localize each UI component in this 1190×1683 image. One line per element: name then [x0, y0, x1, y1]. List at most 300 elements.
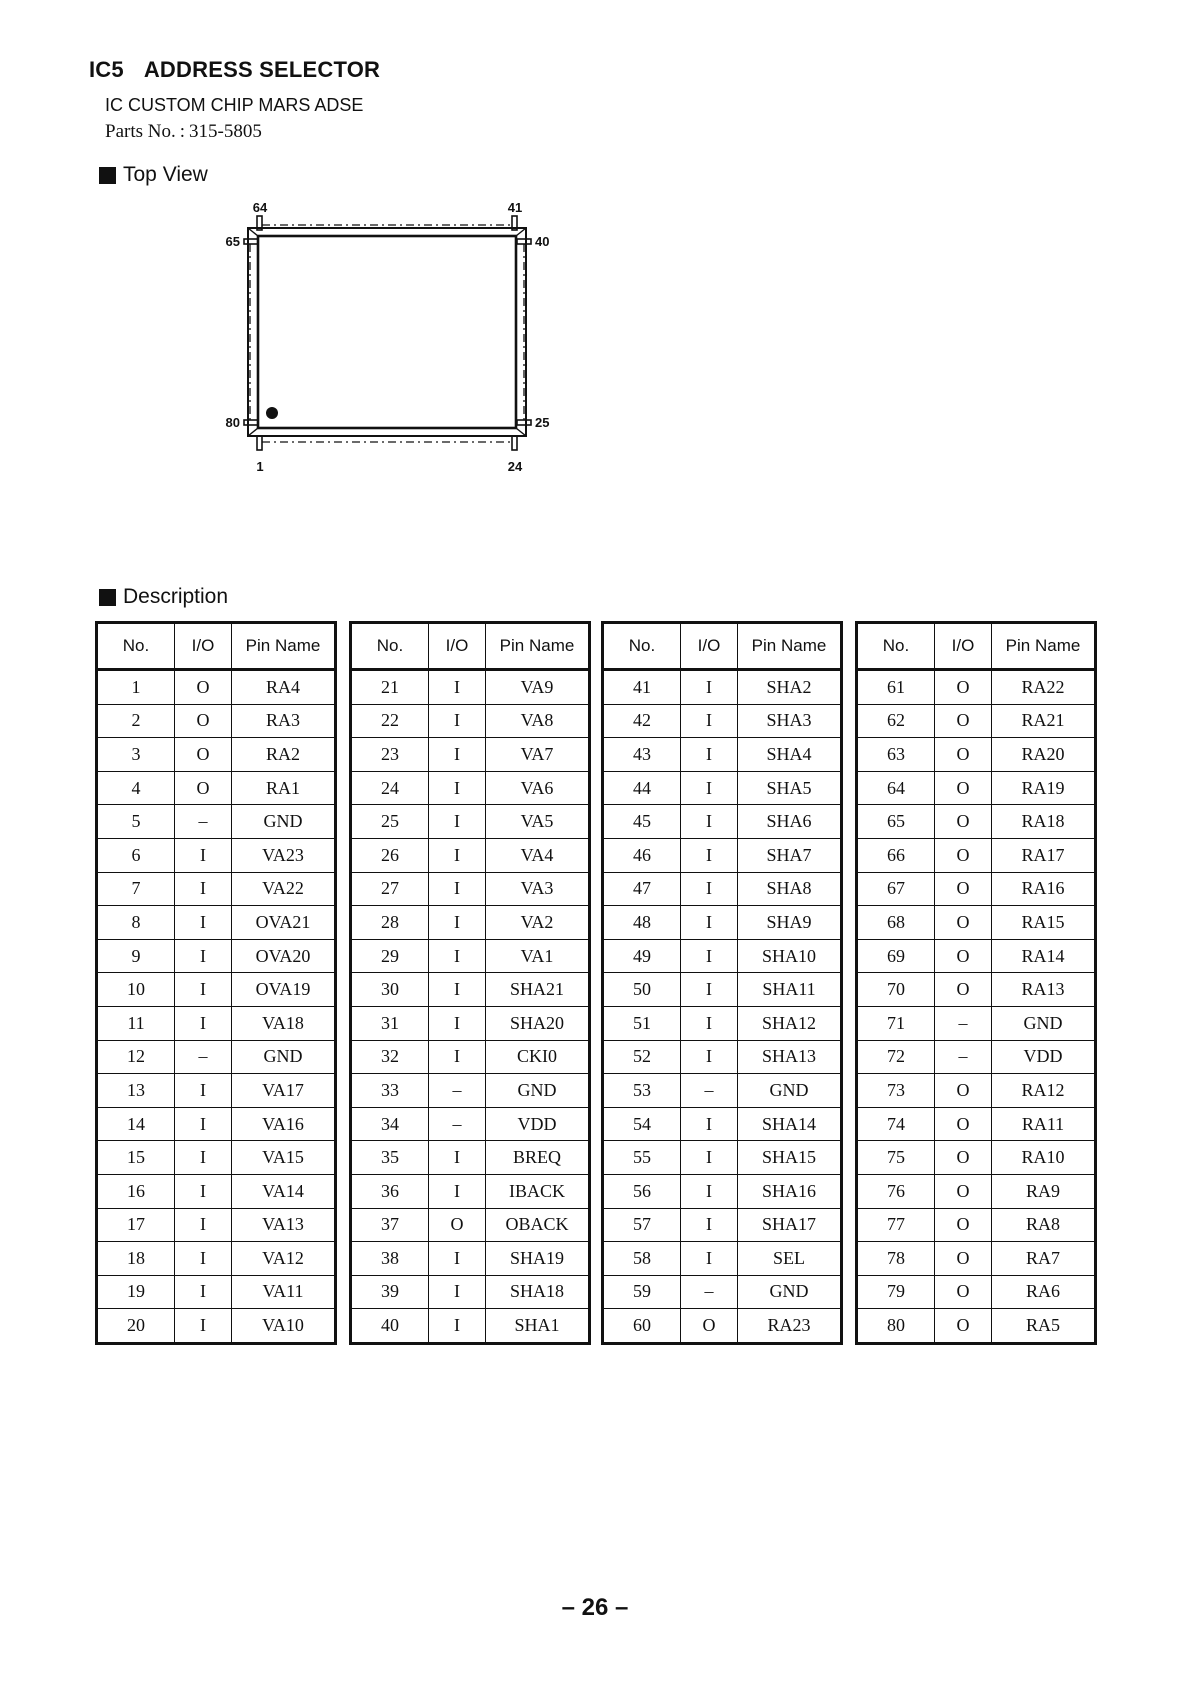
pin-number-cell: 68 [857, 906, 935, 940]
pin-name-cell: SHA5 [738, 771, 842, 805]
pin-number-cell: 20 [97, 1309, 175, 1344]
pin-io-cell: – [935, 1006, 992, 1040]
pin-io-cell: O [935, 939, 992, 973]
pin-io-cell: I [429, 1275, 486, 1309]
table-row [351, 1174, 590, 1208]
pin-table-body [603, 670, 842, 1344]
document-title [89, 57, 380, 83]
table-row [603, 906, 842, 940]
pin-number-cell: 64 [857, 771, 935, 805]
table-row [857, 771, 1096, 805]
pin-tab-1 [257, 436, 262, 450]
table-row [603, 1040, 842, 1074]
pin-name-cell: BREQ [486, 1141, 590, 1175]
pin-name-cell: RA12 [992, 1074, 1096, 1108]
pin-io-cell: O [429, 1208, 486, 1242]
pin-number-cell: 66 [857, 838, 935, 872]
pin-number-cell: 53 [603, 1074, 681, 1108]
pin-number-cell: 21 [351, 670, 429, 705]
pin-label-64: 64 [252, 200, 268, 215]
pin-io-cell: I [429, 1242, 486, 1276]
pin-name-cell: RA7 [992, 1242, 1096, 1276]
description-heading [99, 585, 228, 609]
table-row [857, 1107, 1096, 1141]
pin-number-cell: 10 [97, 973, 175, 1007]
table-row [97, 973, 336, 1007]
pin-name-cell: SHA8 [738, 872, 842, 906]
pin-io-cell: O [935, 1107, 992, 1141]
table-row [97, 670, 336, 705]
pin-name-cell: SEL [738, 1242, 842, 1276]
bullet-square-icon [99, 589, 116, 606]
pin-name-cell: CKI0 [486, 1040, 590, 1074]
pin-name-cell: RA21 [992, 704, 1096, 738]
pin-name-cell: GND [738, 1275, 842, 1309]
pin-number-cell: 58 [603, 1242, 681, 1276]
pin-tab-65 [244, 239, 258, 244]
table-row [857, 1074, 1096, 1108]
pin-io-cell: O [175, 670, 232, 705]
pin-tabs [244, 216, 531, 450]
pin-number-cell: 39 [351, 1275, 429, 1309]
pin-name-cell: IBACK [486, 1174, 590, 1208]
table-row [857, 704, 1096, 738]
pin-name-cell: RA16 [992, 872, 1096, 906]
table-row [603, 838, 842, 872]
table-row [351, 838, 590, 872]
table-row [351, 738, 590, 772]
pin-name-cell: VA4 [486, 838, 590, 872]
pin-name-cell: SHA16 [738, 1174, 842, 1208]
pin-name-cell: VA23 [232, 838, 336, 872]
pin-number-cell: 31 [351, 1006, 429, 1040]
table-row [603, 1208, 842, 1242]
pin-name-cell: SHA19 [486, 1242, 590, 1276]
pin-io-cell: I [681, 906, 738, 940]
pin-name-cell: VA12 [232, 1242, 336, 1276]
parts-separator: : [179, 121, 186, 142]
pin-io-cell: I [429, 738, 486, 772]
pin-io-cell: O [935, 973, 992, 1007]
table-row [857, 1208, 1096, 1242]
pin-io-cell: O [935, 670, 992, 705]
bevel-bottom-right [516, 428, 526, 436]
pin-number-cell: 35 [351, 1141, 429, 1175]
package-outer-edge [248, 228, 526, 436]
pin-number-cell: 78 [857, 1242, 935, 1276]
table-row [351, 872, 590, 906]
pin-io-cell: O [935, 838, 992, 872]
pin-tab-25 [517, 420, 531, 425]
pin-table-1 [95, 621, 337, 1345]
pin-number-cell: 43 [603, 738, 681, 772]
pin-io-cell: I [429, 1141, 486, 1175]
pin-io-cell: I [429, 1174, 486, 1208]
pin-number-cell: 55 [603, 1141, 681, 1175]
pin-name-cell: VA6 [486, 771, 590, 805]
pin-number-cell: 73 [857, 1074, 935, 1108]
column-header-io: I/O [935, 623, 992, 670]
pin-io-cell: I [681, 771, 738, 805]
pin-number-cell: 52 [603, 1040, 681, 1074]
pin-number-cell: 47 [603, 872, 681, 906]
pin-label-41: 41 [507, 200, 523, 215]
pin-number-cell: 74 [857, 1107, 935, 1141]
pin-number-cell: 46 [603, 838, 681, 872]
pin-io-cell: I [681, 738, 738, 772]
pin-io-cell: O [935, 771, 992, 805]
column-header-io: I/O [681, 623, 738, 670]
pin-label-24: 24 [507, 459, 523, 474]
table-row [97, 771, 336, 805]
pin-label-65: 65 [225, 234, 240, 249]
pin-io-cell: I [429, 872, 486, 906]
pin-number-cell: 72 [857, 1040, 935, 1074]
table-row [603, 771, 842, 805]
table-row [97, 1040, 336, 1074]
pin-tab-40 [517, 239, 531, 244]
table-row [97, 738, 336, 772]
pin-name-cell: SHA1 [486, 1309, 590, 1344]
pin-name-cell: VA15 [232, 1141, 336, 1175]
table-row [351, 1141, 590, 1175]
pin-name-cell: SHA18 [486, 1275, 590, 1309]
pin-io-cell: – [935, 1040, 992, 1074]
pin-number-cell: 22 [351, 704, 429, 738]
column-header-pin-name: Pin Name [232, 623, 336, 670]
pin-number-cell: 7 [97, 872, 175, 906]
pin-name-cell: RA5 [992, 1309, 1096, 1344]
pin-table-3 [601, 621, 843, 1345]
pin-io-cell: I [429, 838, 486, 872]
table-row [603, 805, 842, 839]
pin-io-cell: I [681, 1040, 738, 1074]
table-row [857, 1242, 1096, 1276]
top-view-heading-text: Top View [123, 163, 208, 186]
pin-number-cell: 30 [351, 973, 429, 1007]
pin-name-cell: VA22 [232, 872, 336, 906]
table-row [857, 1141, 1096, 1175]
pin-number-cell: 34 [351, 1107, 429, 1141]
pin-io-cell: I [175, 1006, 232, 1040]
pin-number-cell: 38 [351, 1242, 429, 1276]
pin-name-cell: RA6 [992, 1275, 1096, 1309]
table-row [351, 704, 590, 738]
column-header-no: No. [97, 623, 175, 670]
pin-number-cell: 62 [857, 704, 935, 738]
pin-tab-80 [244, 420, 258, 425]
pin-io-cell: I [429, 973, 486, 1007]
pin-name-cell: OVA20 [232, 939, 336, 973]
pin-number-cell: 2 [97, 704, 175, 738]
pin-number-cell: 63 [857, 738, 935, 772]
table-row [351, 1242, 590, 1276]
pin-name-cell: VA2 [486, 906, 590, 940]
pin-name-cell: VA3 [486, 872, 590, 906]
pin-io-cell: I [429, 906, 486, 940]
table-row [97, 872, 336, 906]
package-inner-edge [258, 236, 516, 428]
pin-io-cell: O [935, 1174, 992, 1208]
pin-name-cell: GND [232, 805, 336, 839]
pin-label-25: 25 [535, 415, 550, 430]
pin-io-cell: O [175, 738, 232, 772]
pin-name-cell: RA10 [992, 1141, 1096, 1175]
top-view-diagram [190, 198, 590, 494]
pin-name-cell: VA9 [486, 670, 590, 705]
pin-number-cell: 1 [97, 670, 175, 705]
column-header-no: No. [603, 623, 681, 670]
pin-number-cell: 70 [857, 973, 935, 1007]
table-row [97, 1242, 336, 1276]
pin-io-cell: I [681, 1174, 738, 1208]
pin-number-cell: 36 [351, 1174, 429, 1208]
table-row [351, 771, 590, 805]
pin-name-cell: GND [486, 1074, 590, 1108]
table-row [603, 670, 842, 705]
pin-number-cell: 27 [351, 872, 429, 906]
pin-name-cell: VDD [486, 1107, 590, 1141]
table-row [603, 1275, 842, 1309]
table-row [97, 1141, 336, 1175]
bevel-bottom-left [248, 428, 258, 436]
pin-name-cell: SHA11 [738, 973, 842, 1007]
table-row [603, 738, 842, 772]
pin-name-cell: SHA2 [738, 670, 842, 705]
pin-number-cell: 40 [351, 1309, 429, 1344]
table-row [857, 838, 1096, 872]
pin-number-cell: 6 [97, 838, 175, 872]
pin-name-cell: VA18 [232, 1006, 336, 1040]
pin-name-cell: RA14 [992, 939, 1096, 973]
pin-number-cell: 9 [97, 939, 175, 973]
pin-name-cell: RA4 [232, 670, 336, 705]
table-row [603, 1242, 842, 1276]
parts-number: 315-5805 [189, 121, 262, 142]
pin-number-cell: 49 [603, 939, 681, 973]
pin-name-cell: RA8 [992, 1208, 1096, 1242]
pin-name-cell: VA13 [232, 1208, 336, 1242]
pin-table-header-row [97, 623, 336, 670]
table-row [97, 939, 336, 973]
pin-number-cell: 60 [603, 1309, 681, 1344]
pin-name-cell: SHA6 [738, 805, 842, 839]
pin-table-body [351, 670, 590, 1344]
pin-number-cell: 4 [97, 771, 175, 805]
pin-number-cell: 77 [857, 1208, 935, 1242]
pin-number-cell: 37 [351, 1208, 429, 1242]
pin-name-cell: SHA20 [486, 1006, 590, 1040]
pin-io-cell: I [681, 1006, 738, 1040]
pin-io-cell: O [935, 704, 992, 738]
pin-name-cell: GND [232, 1040, 336, 1074]
pin-name-cell: VA10 [232, 1309, 336, 1344]
chip-subtitle: IC CUSTOM CHIP MARS ADSE [105, 95, 364, 115]
table-row [603, 939, 842, 973]
pin-number-cell: 42 [603, 704, 681, 738]
table-row [97, 1174, 336, 1208]
pin-number-cell: 44 [603, 771, 681, 805]
pin-name-cell: SHA21 [486, 973, 590, 1007]
table-row [97, 1074, 336, 1108]
table-row [97, 704, 336, 738]
description-heading-text: Description [123, 585, 229, 608]
pin-number-cell: 45 [603, 805, 681, 839]
pin-io-cell: I [429, 771, 486, 805]
pin-io-cell: I [681, 838, 738, 872]
table-row [97, 838, 336, 872]
table-row [351, 1208, 590, 1242]
pin-io-cell: I [429, 939, 486, 973]
pin-io-cell: I [681, 1141, 738, 1175]
pin-number-cell: 69 [857, 939, 935, 973]
pin-number-cell: 56 [603, 1174, 681, 1208]
pin-number-cell: 59 [603, 1275, 681, 1309]
pin-io-cell: I [429, 670, 486, 705]
pin-name-cell: RA17 [992, 838, 1096, 872]
column-header-io: I/O [429, 623, 486, 670]
pin-number-cell: 28 [351, 906, 429, 940]
pin-io-cell: O [935, 1275, 992, 1309]
pin-io-cell: I [681, 1242, 738, 1276]
pin-number-cell: 13 [97, 1074, 175, 1108]
table-row [857, 1040, 1096, 1074]
column-header-pin-name: Pin Name [992, 623, 1096, 670]
pin-row-lines [250, 225, 524, 442]
pin-name-cell: VA11 [232, 1275, 336, 1309]
pin-number-cell: 41 [603, 670, 681, 705]
pin-io-cell: I [681, 1107, 738, 1141]
pin-table-4 [855, 621, 1097, 1345]
pin-name-cell: SHA4 [738, 738, 842, 772]
pin-table-body [857, 670, 1096, 1344]
table-row [603, 872, 842, 906]
table-row [857, 1174, 1096, 1208]
table-row [351, 1107, 590, 1141]
pin-name-cell: RA1 [232, 771, 336, 805]
pin-io-cell: I [429, 1040, 486, 1074]
parts-number-line [105, 121, 262, 143]
pin-name-cell: VA8 [486, 704, 590, 738]
pin-io-cell: O [935, 1074, 992, 1108]
pin-name-cell: RA22 [992, 670, 1096, 705]
pin-io-cell: – [681, 1275, 738, 1309]
table-row [351, 1074, 590, 1108]
table-row [857, 670, 1096, 705]
table-row [351, 805, 590, 839]
pin-io-cell: I [681, 939, 738, 973]
table-row [857, 973, 1096, 1007]
pin-name-cell: SHA15 [738, 1141, 842, 1175]
table-row [603, 1074, 842, 1108]
pin-io-cell: – [175, 1040, 232, 1074]
table-row [857, 906, 1096, 940]
pin-io-cell: O [935, 1242, 992, 1276]
table-row [351, 939, 590, 973]
pin-io-cell: I [429, 1006, 486, 1040]
table-row [97, 1309, 336, 1344]
parts-label: Parts No. [105, 121, 176, 142]
pin-io-cell: – [681, 1074, 738, 1108]
pin-name-cell: SHA13 [738, 1040, 842, 1074]
pin-name-cell: OVA21 [232, 906, 336, 940]
pin-io-cell: I [175, 838, 232, 872]
column-header-pin-name: Pin Name [738, 623, 842, 670]
pin-io-cell: I [429, 1309, 486, 1344]
pin-io-cell: I [429, 704, 486, 738]
column-header-no: No. [351, 623, 429, 670]
table-row [97, 1107, 336, 1141]
pin-number-cell: 71 [857, 1006, 935, 1040]
pin-name-cell: SHA9 [738, 906, 842, 940]
pin-number-cell: 80 [857, 1309, 935, 1344]
pin-io-cell: O [175, 771, 232, 805]
pin-name-cell: VA7 [486, 738, 590, 772]
pin-io-cell: I [175, 1141, 232, 1175]
top-view-heading [99, 163, 208, 187]
pin-io-cell: O [935, 1141, 992, 1175]
pin-name-cell: SHA17 [738, 1208, 842, 1242]
pin-number-cell: 65 [857, 805, 935, 839]
pin-number-cell: 19 [97, 1275, 175, 1309]
pin-io-cell: O [681, 1309, 738, 1344]
pin-number-cell: 5 [97, 805, 175, 839]
pin-name-cell: RA2 [232, 738, 336, 772]
pin-name-cell: VA16 [232, 1107, 336, 1141]
pin-number-cell: 79 [857, 1275, 935, 1309]
pin-number-cell: 67 [857, 872, 935, 906]
pin-io-cell: I [429, 805, 486, 839]
pin-io-cell: I [681, 670, 738, 705]
pin-number-cell: 3 [97, 738, 175, 772]
table-row [97, 1006, 336, 1040]
table-row [351, 973, 590, 1007]
pin-name-cell: OBACK [486, 1208, 590, 1242]
pin-label-1: 1 [256, 459, 264, 474]
pin-name-cell: GND [738, 1074, 842, 1108]
pin-label-40: 40 [535, 234, 550, 249]
pin-label-80: 80 [225, 415, 240, 430]
pin-table-header-row [603, 623, 842, 670]
pin-name-cell: RA9 [992, 1174, 1096, 1208]
pin-number-cell: 17 [97, 1208, 175, 1242]
pin-name-cell: SHA14 [738, 1107, 842, 1141]
pin-name-cell: RA23 [738, 1309, 842, 1344]
pin-io-cell: I [175, 939, 232, 973]
pin-number-cell: 57 [603, 1208, 681, 1242]
table-row [351, 1275, 590, 1309]
pin-name-cell: RA18 [992, 805, 1096, 839]
pin-io-cell: I [681, 872, 738, 906]
pin-table-header-row [351, 623, 590, 670]
pin-number-cell: 15 [97, 1141, 175, 1175]
pin-io-cell: – [175, 805, 232, 839]
pin-io-cell: O [175, 704, 232, 738]
pin-name-cell: RA20 [992, 738, 1096, 772]
column-header-io: I/O [175, 623, 232, 670]
table-row [857, 805, 1096, 839]
table-row [603, 973, 842, 1007]
pin-name-cell: VDD [992, 1040, 1096, 1074]
pin-number-cell: 11 [97, 1006, 175, 1040]
pin-table-2 [349, 621, 591, 1345]
table-row [97, 1208, 336, 1242]
pin-number-cell: 32 [351, 1040, 429, 1074]
pin-name-cell: OVA19 [232, 973, 336, 1007]
table-row [857, 1275, 1096, 1309]
pin-number-cell: 18 [97, 1242, 175, 1276]
table-row [351, 1040, 590, 1074]
